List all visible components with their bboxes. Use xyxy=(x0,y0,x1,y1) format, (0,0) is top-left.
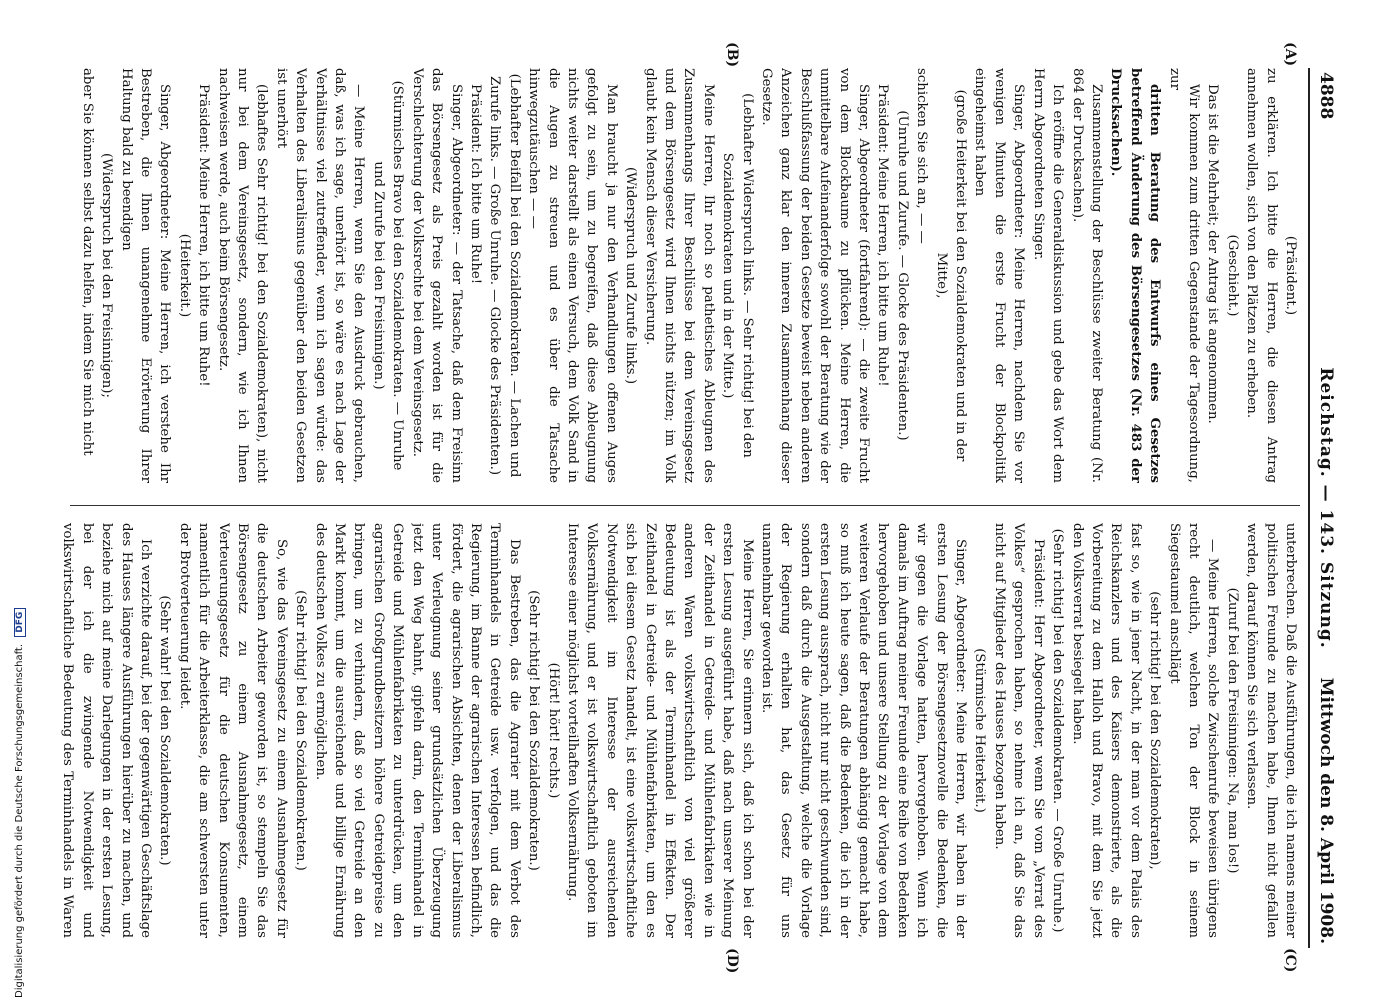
page-number: 4888 xyxy=(1316,72,1336,120)
paragraph: (Stürmisches Bravo bei den Sozialdemokraten. — Unruhe und Zurufe bei den Freisinnigen.) xyxy=(370,80,406,471)
paragraph: (Widerspruch und Zurufe links.) xyxy=(623,166,639,385)
paragraph: (Stürmische Heiterkeit.) xyxy=(972,648,988,813)
paragraph: Zusammenstellung der Beschlüsse zweiter Beratung (Nr. 864 der Drucksachen). xyxy=(1069,68,1104,483)
paragraph: (Unruhe und Zurufe. — Glocke des Präsidenten.) xyxy=(894,110,910,441)
paragraph: Ich eröffne die Generaldiskussion und gebe das Wort dem Herrn Abgeordneten Singer. xyxy=(1030,68,1066,483)
paragraph: Präsident: Meine Herren, ich bitte um Ruhe! xyxy=(196,84,212,387)
margin-marker-a: (A) xyxy=(1282,42,1298,67)
paragraph: Singer, Abgeordneter: Meine Herren, ich verstehe Ihr Bestreben, die Ihnen unangenehme Erörterung Ihrer Haltung bald zu beendigen xyxy=(118,68,173,483)
paragraph: (Zuruf bei den Freisinnigen: Na, man los!) xyxy=(1224,587,1240,874)
margin-marker-b: (B) xyxy=(724,42,740,68)
paragraph: (Lebhafter Widerspruch links. — Sehr richtig! bei den Sozialdemokraten und in der Mitte.) xyxy=(720,93,755,458)
column-divider xyxy=(70,505,1300,506)
paragraph: (Geschieht.) xyxy=(1224,234,1240,317)
paragraph: (Sehr richtig! bei den Sozialdemokraten. — Große Unruhe.) xyxy=(1050,528,1066,933)
paragraph: Singer, Abgeordneter: Meine Herren, nachdem Sie vor wenigen Minuten die erste Frucht der Blockpolitik eingeheimst haben xyxy=(972,68,1027,483)
paragraph: So, wie das Vereinsgesetz zu einem Ausnahmegesetz für die deutschen Arbeiter geworden ist, so stempeln Sie das Börsengesetz zu einem Ausnahmegesetz, einem Verteuerungsgesetz für die deutschen Konsumenten, namentlich für die Arbeiterklasse, die am schwersten unter der Brotverteuerung leidet. xyxy=(176,523,289,938)
paragraph: (sehr richtig! bei den Sozialdemokraten), xyxy=(1147,591,1163,870)
paragraph: (Präsident.) xyxy=(1283,235,1298,316)
margin-marker-d: (D) xyxy=(724,948,740,974)
paragraph: (große Heiterkeit bei den Sozialdemokraten und in der Mitte), xyxy=(933,89,969,462)
paragraph: — Meine Herren, wenn Sie den Ausdruck gebrauchen, daß, was ich sage, unerhört ist, so wäre es nach Lage der Verhältnisse viel zutreffender, wenn ich sagen würde: das Verhalten des Liberalismus gegenüber den beiden Gesetzen ist unerhört xyxy=(273,68,367,483)
page-header xyxy=(1308,68,1340,948)
paragraph: (Sehr richtig! bei den Sozialdemokraten.) xyxy=(526,590,542,871)
left-column xyxy=(60,68,1300,483)
paragraph: fast so, wie in jener Nacht, in der man vor dem Palais des Reichskanzlers und des Kaisers demonstrierte, als die Vorbereitung zu dem Halloh und Bravo, mit dem Sie jetzt den Volksverrat besiegelt haben. xyxy=(1069,523,1143,938)
paragraph: (Sehr wahr! bei den Sozialdemokraten.) xyxy=(157,595,173,866)
credit-text: Digitalisierung gefördert durch die Deutsche Forschungsgemeinschaft. xyxy=(14,643,25,998)
paragraph: Präsident: Herr Abgeordneter, wenn Sie vom „Verrat des Volkes“ gesprochen haben, so nehme ich an, daß Sie das nicht auf Mitglieder des Hauses bezogen haben. xyxy=(991,523,1046,938)
paragraph: Wir kommen zum dritten Gegenstande der Tagesordnung, zur xyxy=(1166,68,1201,483)
paragraph: Meine Herren, Ihr noch so pathetisches Ableugnen des Zusammenhangs Ihrer Beschlüsse bei dem Vereinsgesetz und dem Börsengesetz wird Ihnen nichts nützen; im Volk glaubt kein Mensch dieser Versicherung. xyxy=(642,68,716,483)
paragraph: (Hört! hört! rechts.) xyxy=(545,662,561,799)
paragraph: Ich verzichte darauf, bei der gegenwärtigen Geschäftslage des Hauses längere Ausführungen hierüber zu machen, und beziehe mich auf meine Darlegungen in der ersten Lesung, bei der ich die zwingende Notwendigkeit und volkswirtschaftliche Bedeutung des Terminhandels in Waren xyxy=(60,523,154,938)
paragraph: schicken Sie sich an, — — xyxy=(914,68,930,244)
paragraph: zu erklären. Ich bitte die Herren, die diesen Antrag annehmen wollen, sich von den Plätzen zu erheben. xyxy=(1244,68,1279,483)
header-title: Reichstag. — 143. Sitzung. xyxy=(1316,367,1336,649)
paragraph: (Widerspruch bei den Freisinnigen); xyxy=(99,153,115,398)
header-date: Mittwoch den 8. April 1908. xyxy=(1316,677,1336,944)
paragraph: aber Sie können selbst dazu helfen, indem Sie mich nicht xyxy=(79,68,95,456)
right-column xyxy=(60,523,1300,938)
digitization-credit xyxy=(0,0,25,1000)
paragraph: Singer, Abgeordneter: Meine Herren, wir haben in der ersten Lesung der Börsengesetznovelle die Bedenken, die wir gegen die Vorlage hatten, hervorgehoben. Wenn ich damals im Auftrag meiner Freunde eine Reihe von Bedenken hervorgehoben und unsere Stellung zu der Vorlage von dem weiteren Verlaufe der Beratungen abhängig gemacht habe, so muß ich heute sagen, daß die Bedenken, die ich in der ersten Lesung aussprach, nicht nur nicht geschwunden sind, sondern daß durch die Ausgestaltung, welche die Vorlage der Regierung erhalten hat, das Gesetz für uns unannehmbar geworden ist. xyxy=(759,523,969,938)
paragraph: Singer, Abgeordneter (fortfahrend): — die zweite Frucht von dem Blockbaume zu pflücken. Meine Herren, die unmittelbare Aufeinanderfolge sowohl der Beratung wie der Beschlußfassung der beiden Gesetze beweist neben anderen Anzeichen ganz klar den inneren Zusammenhang dieser Gesetze. xyxy=(759,68,872,483)
paragraph: (Sehr richtig! bei den Sozialdemokraten.) xyxy=(293,590,309,871)
paragraph: Singer, Abgeordneter: — der Tatsache, daß dem Freisinn das Börsengesetz als Preis gezahlt worden ist für die Verschlechterung der Volksrechte bei dem Vereinsgesetz. xyxy=(409,68,464,483)
paragraph: Präsident: Ich bitte um Ruhe! xyxy=(467,84,483,285)
paragraph: Man braucht ja nur den Verhandlungen offenen Auges gefolgt zu sein, um zu begreifen, daß diese Ableugnung nichts weiter darstellt als einen Versuch, dem Volk Sand in die Augen zu streuen und es über die Tatsache hinwegzutäuschen — — xyxy=(526,68,619,483)
agenda-item: dritten Beratung des Entwurfs eines Gesetzes betreffend Änderung des Börsengesetzes (Nr. 483 der Drucksachen). xyxy=(1108,68,1163,483)
paragraph: Präsident: Meine Herren, ich bitte um Ruhe! xyxy=(875,84,891,387)
paragraph: Meine Herren, Sie erinnern sich, daß ich schon bei der ersten Lesung ausgeführt habe, daß nach unserer Meinung der Zeithandel in Getreide- und Mühlenfabrikaten wie in anderen Waren volkswirtschaftlich von viel größerer Bedeutung ist als der Terminhandel in Effekten. Der Zeithandel in Getreide- und Mühlenfabrikaten, um den es sich bei diesem Gesetz handelt, ist eine volkswirtschaftliche Notwendigkeit im Interesse der ausreichenden Volksernährung, und er ist volkswirtschaftlich geboten im Interesse einer möglichst vorteilhaften Volksernährung. xyxy=(564,523,755,938)
scanned-page xyxy=(50,42,1340,974)
margin-marker-c: (C) xyxy=(1282,948,1298,973)
paragraph: unterbrechen. Daß die Ausführungen, die ich namens meiner politischen Freunde zu machen habe, Ihnen nicht gefallen werden, darauf können Sie sich verlassen. xyxy=(1244,523,1298,938)
paragraph: (lebhaftes Sehr richtig! bei den Sozialdemokraten), nicht nur bei dem Vereinsgesetz, sondern, wie ich Ihnen nachweisen werde, auch beim Börsengesetz. xyxy=(215,68,270,483)
paragraph: (Heiterkeit.) xyxy=(176,233,192,318)
paragraph: Das ist die Mehrheit; der Antrag ist angenommen. xyxy=(1205,84,1221,424)
paragraph: Das Bestreben, das die Agrarier mit dem Verbot des Terminhandels in Getreide usw. verfolgen, und das die Regierung, im Banne der agrarischen Interessen befindlich, fördert, die agrarischen Absichten, denen der Liberalismus unter Verleugnung seiner grundsätzlichen Überzeugung jetzt den Weg bahnt, gipfeln darin, den Terminhandel in Getreide und Mühlenfabrikaten zu unterdrücken, um den agrarischen Großgrundbesitzern höhere Getreidepreise zu bringen, um zu verhindern, daß so viel Getreide an den Markt kommt, um die ausreichende und billige Ernährung des deutschen Volkes zu ermöglichen. xyxy=(312,523,522,938)
paragraph: — Meine Herren, solche Zwischenrufe beweisen übrigens recht deutlich, welchen Ton der Block in seinem Siegestaumel anschlägt xyxy=(1166,523,1221,938)
dfg-logo: DFG xyxy=(14,608,26,637)
paragraph: (Lebhafter Beifall bei den Sozialdemokraten. — Lachen und Zurufe links. — Große Unruhe. — Glocke des Präsidenten.) xyxy=(487,73,522,478)
